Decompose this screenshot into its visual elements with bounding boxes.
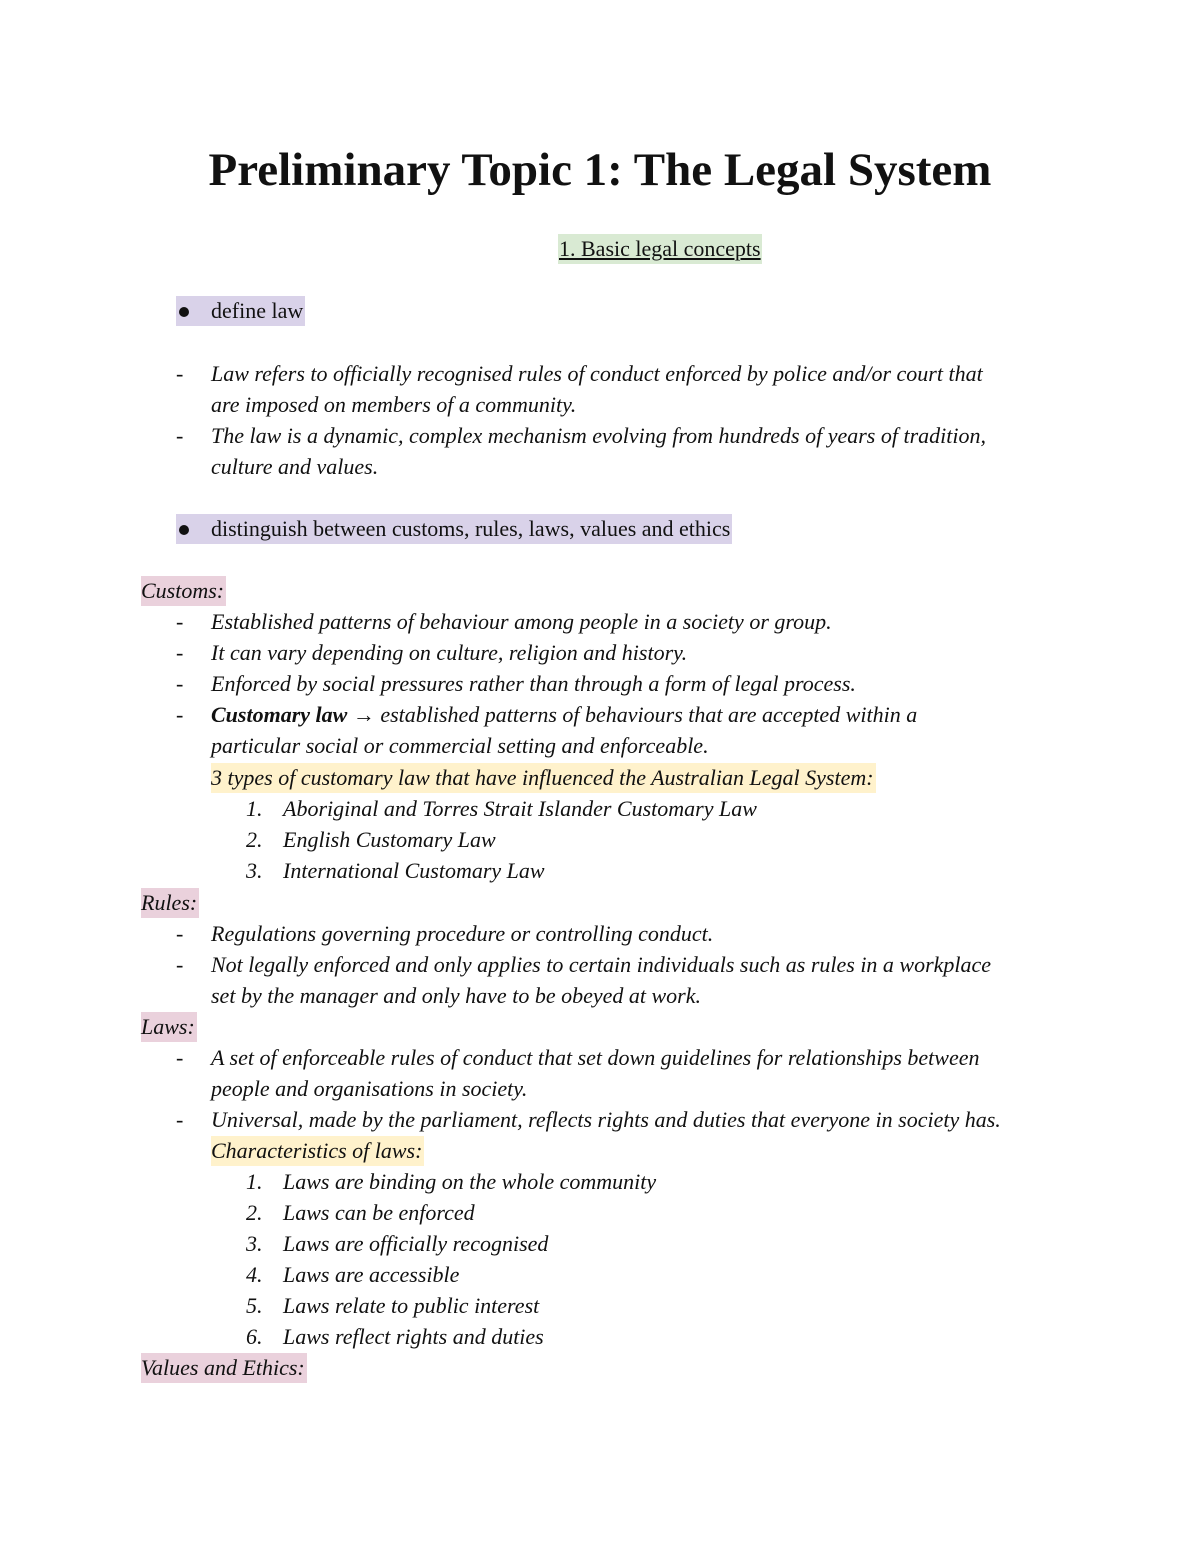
list-number: 5. xyxy=(246,1293,263,1318)
rules-point-1: Regulations governing procedure or controlling conduct. xyxy=(211,921,714,946)
dash-marker: - xyxy=(176,423,184,448)
list-number: 2. xyxy=(246,1200,263,1225)
customary-law-definition: → established patterns of behaviours that are accepted within a xyxy=(347,702,918,727)
customary-type-1: Aboriginal and Torres Strait Islander Customary Law xyxy=(283,796,757,821)
list-number: 3. xyxy=(246,1231,263,1256)
characteristic-4: Laws are accessible xyxy=(283,1262,460,1287)
laws-point-1-line-2: people and organisations in society. xyxy=(211,1076,528,1101)
bullet-distinguish xyxy=(176,514,732,544)
law-point-1-line-1: Law refers to officially recognised rules of conduct enforced by police and/or court that xyxy=(211,361,983,386)
law-point-2-line-1: The law is a dynamic, complex mechanism evolving from hundreds of years of tradition, xyxy=(211,423,986,448)
bullet-text: define law xyxy=(211,298,304,323)
customary-type-2: English Customary Law xyxy=(283,827,496,852)
customs-point-1: Established patterns of behaviour among people in a society or group. xyxy=(211,609,832,634)
laws-heading: Laws: xyxy=(141,1012,197,1042)
dash-marker: - xyxy=(176,361,184,386)
customs-point-3: Enforced by social pressures rather than through a form of legal process. xyxy=(211,671,856,696)
section-heading: 1. Basic legal concepts xyxy=(558,234,762,264)
list-number: 6. xyxy=(246,1324,263,1349)
characteristic-5: Laws relate to public interest xyxy=(283,1293,540,1318)
list-number: 4. xyxy=(246,1262,263,1287)
customs-point-2: It can vary depending on culture, religion and history. xyxy=(211,640,688,665)
law-point-1-line-2: are imposed on members of a community. xyxy=(211,392,577,417)
customary-type-3: International Customary Law xyxy=(283,858,545,883)
rules-point-2-line-2: set by the manager and only have to be obeyed at work. xyxy=(211,983,701,1008)
dash-marker: - xyxy=(176,921,184,946)
dash-marker: - xyxy=(176,952,184,977)
characteristic-3: Laws are officially recognised xyxy=(283,1231,549,1256)
characteristic-6: Laws reflect rights and duties xyxy=(283,1324,544,1349)
bullet-text: distinguish between customs, rules, laws, values and ethics xyxy=(211,516,731,541)
bullet-icon xyxy=(179,307,189,317)
customary-law-term: Customary law xyxy=(211,702,348,727)
dash-marker: - xyxy=(176,702,184,727)
list-number: 3. xyxy=(246,858,263,883)
list-number: 1. xyxy=(246,796,263,821)
list-number: 2. xyxy=(246,827,263,852)
list-number: 1. xyxy=(246,1169,263,1194)
rules-point-2-line-1: Not legally enforced and only applies to certain individuals such as rules in a workplace xyxy=(211,952,992,977)
dash-marker: - xyxy=(176,640,184,665)
customs-heading: Customs: xyxy=(141,576,226,606)
dash-marker: - xyxy=(176,1045,184,1070)
customary-law-line-2: particular social or commercial setting and enforceable. xyxy=(211,733,709,758)
characteristic-1: Laws are binding on the whole community xyxy=(283,1169,657,1194)
values-ethics-heading: Values and Ethics: xyxy=(141,1353,307,1383)
law-point-2-line-2: culture and values. xyxy=(211,454,379,479)
rules-heading: Rules: xyxy=(141,888,199,918)
characteristics-intro: Characteristics of laws: xyxy=(211,1136,424,1166)
characteristic-2: Laws can be enforced xyxy=(283,1200,475,1225)
bullet-icon xyxy=(179,525,189,535)
dash-marker: - xyxy=(176,1107,184,1132)
page-title: Preliminary Topic 1: The Legal System xyxy=(208,144,992,196)
bullet-define-law xyxy=(176,296,305,326)
dash-marker: - xyxy=(176,671,184,696)
customary-types-intro: 3 types of customary law that have influenced the Australian Legal System: xyxy=(211,763,876,793)
dash-marker: - xyxy=(176,609,184,634)
laws-point-1-line-1: A set of enforceable rules of conduct that set down guidelines for relationships between xyxy=(211,1045,980,1070)
customary-law-line-1 xyxy=(211,700,917,730)
laws-point-2: Universal, made by the parliament, reflects rights and duties that everyone in society has. xyxy=(211,1107,1001,1132)
